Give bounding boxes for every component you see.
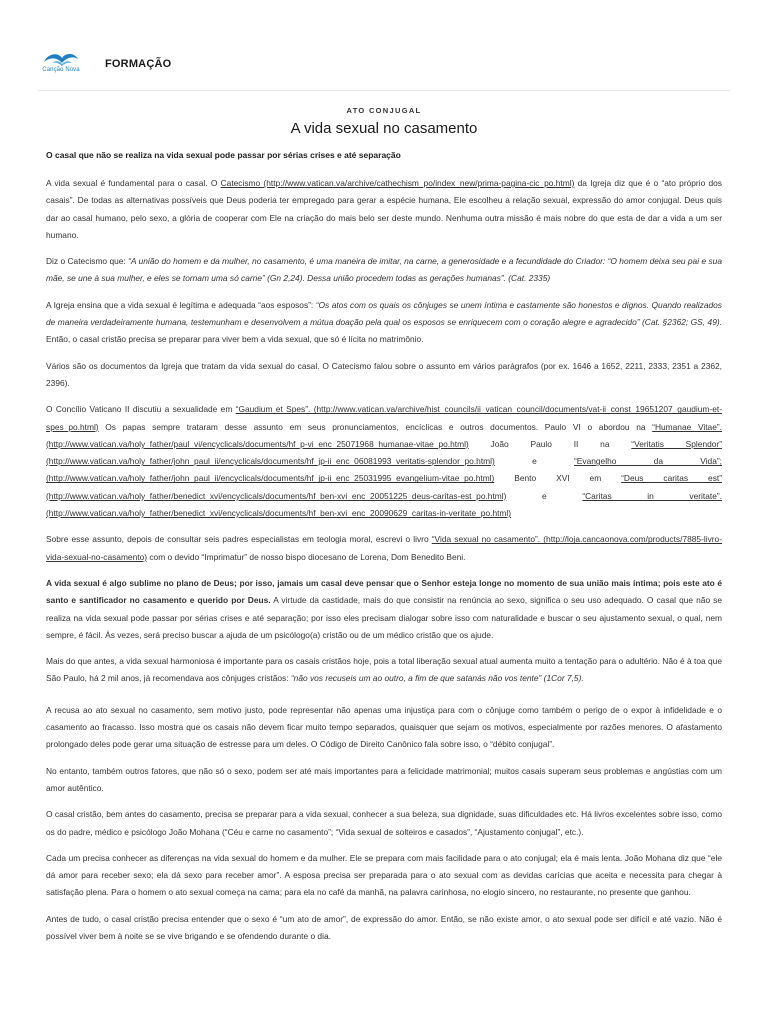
text: Então, o casal cristão precisa se preparar para viver bem a vida sexual, que só é lícita no matrimônio. xyxy=(46,334,424,345)
paragraph-7 xyxy=(46,575,722,644)
text: Diz o Catecismo que: xyxy=(46,256,129,267)
section-title[interactable]: FORMAÇÃO xyxy=(105,58,172,70)
paragraph-10: No entanto, também outros fatores, que não só o sexo, podem ser até mais importantes para a felicidade matrimonial; muitos casais superam seus problemas e angústias com um amor autêntico. xyxy=(46,765,722,793)
paragraph-13: Antes de tudo, o casal cristão precisa entender que o sexo é “um ato de amor”, de expressão do amor. Então, se não existe amor, o ato sexual pode ser difícil e até vazio. Não é possível viver bem à noite se se vive brigando e se ofendendo durante o dia. xyxy=(46,913,722,941)
quote: “não vos recuseis um ao outro, a fim de que satanás não vos tente” (1Cor 7,5). xyxy=(290,673,584,684)
paragraph-11: O casal cristão, bem antes do casamento, precisa se preparar para a vida sexual, conhecer a sua beleza, sua dignidade, suas dificuldades etc. Há livros excelentes sobre isso, como os do padre, médico e psicólogo João Mohana (“Céu e carne no casamento”; “Vida sexual de solteiros e casados”, “Ajustamento conjugal”, etc.). xyxy=(46,809,722,837)
logo-text: Canção Nova xyxy=(42,67,80,73)
cancao-nova-logo[interactable] xyxy=(38,50,84,80)
logo-icon xyxy=(38,50,84,68)
text: Mais do que antes, a vida sexual harmoniosa é importante para os casais cristãos hoje, pois a total liberação sexual atual aumenta muito a tentação para o adultério. Não é à toa que São Paulo, há 2 mil anos, já recomendava aos cônjuges cristãos: xyxy=(46,656,722,684)
paragraph-12: Cada um precisa conhecer as diferenças na vida sexual do homem e da mulher. Ele se prepara com mais facilidade para o ato conjugal; ela é mais lenta. João Mohana diz que “ele dá amor para receber sexo; ela dá sexo para receber amor”. A esposa precisa ser preparada para o ato sexual com as devidas carícias que aceita e necessita para chegar à satisfação plena. Para o homem o ato sexual começa na cama; para ela no café da manhã, na palavra carinhosa, no elogio sincero, no restaurante, no presente que ganhou. xyxy=(46,852,722,898)
paragraph-9: A recusa ao ato sexual no casamento, sem motivo justo, pode representar não apenas uma injustiça para com o cônjuge como também o perigo de o expor à infidelidade e o casamento ao fracasso. Isso mostra que os casais não devem ficar muito tempo separados, quaisquer que sejam os motivos, especialmente por razões menores. O afastamento prolongado deles pode gerar uma situação de estresse para um deles. O Código de Direito Canônico fala sobre isso, o “débito conjugal”. xyxy=(46,704,722,750)
veritatis-splendor-link[interactable]: “Veritatis Splendor” (http://www.vatican.va/holy_father/john_paul_ii/encyclicals/documents/hf_jp-ii_enc_06081993_veritatis-splendor_po.html) xyxy=(46,438,722,467)
article-kicker: ATO CONJUGAL xyxy=(346,106,422,115)
text: da Igreja diz que é o “ato próprio dos casais”. De todas as alternativas possíveis que Deus poderia ter empregado para gerar a espécie humana, Ele escolheu a relação sexual, expressão do amor conjugal. Deus quis dar ao casal humano, pelo sexo, a glória de cooperar com Ele na criação do mais belo ser deste mundo. Nenhuma outra missão é mais nobre do que esta de dar a vida a um ser humano. xyxy=(46,178,722,240)
quote: “Os atos com os quais os cônjuges se unem íntima e castamente são honestos e dignos. Quando realizados de maneira verdadeiramente humana, testemunham e desenvolvem a mútua doação pela qual os esposos se enriquecem com o coração alegre e agradecido” (Cat. §2362; GS, 49). xyxy=(46,299,722,328)
article-title: A vida sexual no casamento xyxy=(290,120,478,137)
text: e xyxy=(494,456,575,467)
text: O Concílio Vaticano II discutiu a sexualidade em xyxy=(46,404,236,415)
quote: “A união do homem e da mulher, no casamento, é uma maneira de imitar, na carne, a generosidade e a fecundidade do Criador: “O homem deixa seu pai e sua mãe, se une à sua mulher, e eles se tornam uma só carne” (Gn 2,24). Dessa união procedem todas as gerações humanas”. (Cat. 2335) xyxy=(46,256,722,284)
paragraph-6 xyxy=(46,531,722,566)
evangelho-da-vida-link[interactable]: “Evangelho da Vida”; (http://www.vatican.va/holy_father/john_paul_ii/encyclicals/documents/hf_jp-ii_enc_25031995_evangelium-vitae_po.html) xyxy=(46,456,722,484)
catecismo-link[interactable]: Catecismo (http://www.vatican.va/archive/cathechism_po/index_new/prima-pagina-cic_po.html) xyxy=(220,178,575,188)
paragraph-3 xyxy=(46,297,722,349)
text: e xyxy=(506,490,583,501)
caritas-in-veritate-link[interactable]: “Caritas in veritate”. (http://www.vatican.va/holy_father/benedict_xvi/encyclicals/documents/hf_ben-xvi_enc_20090629_caritas-in-veritate_po.html) xyxy=(46,490,722,519)
paragraph-2 xyxy=(46,253,722,288)
text: A Igreja ensina que a vida sexual é legítima e adequada “aos esposos”: xyxy=(46,299,316,310)
paragraph-8 xyxy=(46,653,722,688)
bold-text: A vida sexual é algo sublime no plano de Deus; por isso, jamais um casal deve pensar que o Senhor esteja longe no momento de sua união mais íntima; pois este ato é santo e santificador no casamento e querido por Deus. xyxy=(46,577,722,606)
humanae-vitae-link[interactable]: “Humanae Vitae”. (http://www.vatican.va/holy_father/paul_vi/encyclicals/documents/hf_p-vi_enc_25071968_humanae-vitae_po.html) xyxy=(46,421,722,449)
paragraph-1 xyxy=(46,175,722,244)
paragraph-4: Vários são os documentos da Igreja que tratam da vida sexual do casal. O Catecismo falou sobre o assunto em vários parágrafos (por ex. 1646 a 1652, 2211, 2333, 2351 a 2362, 2396). xyxy=(46,360,722,388)
livro-link[interactable]: “Vida sexual no casamento”. (http://loja.cancaonova.com/products/7885-livro-vida-sexual-no-casamento) xyxy=(46,534,723,562)
deus-caritas-est-link[interactable]: “Deus caritas est” (http://www.vatican.va/holy_father/benedict_xvi/encyclicals/documents/hf_ben-xvi_enc_20051225_deus-caritas-est_po.html) xyxy=(46,473,723,501)
text: A virtude da castidade, mais do que consistir na renúncia ao sexo, significa o seu uso adequado. O casal que não se realiza na vida sexual pode passar por sérias crises e até separação; por isso eles precisam dialogar sobre isso com naturalidade e buscar o seu ajustamento sexual, o qual, nem sempre, é fácil. Às vezes, será preciso buscar a ajuda de um psicólogo(a) cristão ou de um médico cristão que os ajude. xyxy=(46,595,723,640)
gaudium-et-spes-link[interactable]: “Gaudium et Spes”. (http://www.vatican.va/archive/hist_councils/ii_vatican_council/documents/vat-ii_const_19651207_gaudium-et-spes_po.html) xyxy=(46,404,722,432)
text: A vida sexual é fundamental para o casal. O xyxy=(46,178,221,188)
site-header xyxy=(0,0,768,90)
header-divider xyxy=(38,90,730,91)
article-subtitle: O casal que não se realiza na vida sexual pode passar por sérias crises e até separação xyxy=(46,150,401,160)
text: Bento XVI em xyxy=(494,473,622,484)
text: com o devido “Imprimatur” de nosso bispo diocesano de Lorena, Dom Benedito Beni. xyxy=(147,551,466,562)
article xyxy=(46,106,722,954)
text: João Paulo II na xyxy=(468,438,632,449)
text: Os papas sempre trataram desse assunto em seus pronunciamentos, encíclicas e outros documentos. Paulo VI o abordou na xyxy=(98,421,653,432)
paragraph-5 xyxy=(46,401,722,522)
text: Sobre esse assunto, depois de consultar seis padres especialistas em teologia moral, escrevi o livro xyxy=(46,534,432,545)
